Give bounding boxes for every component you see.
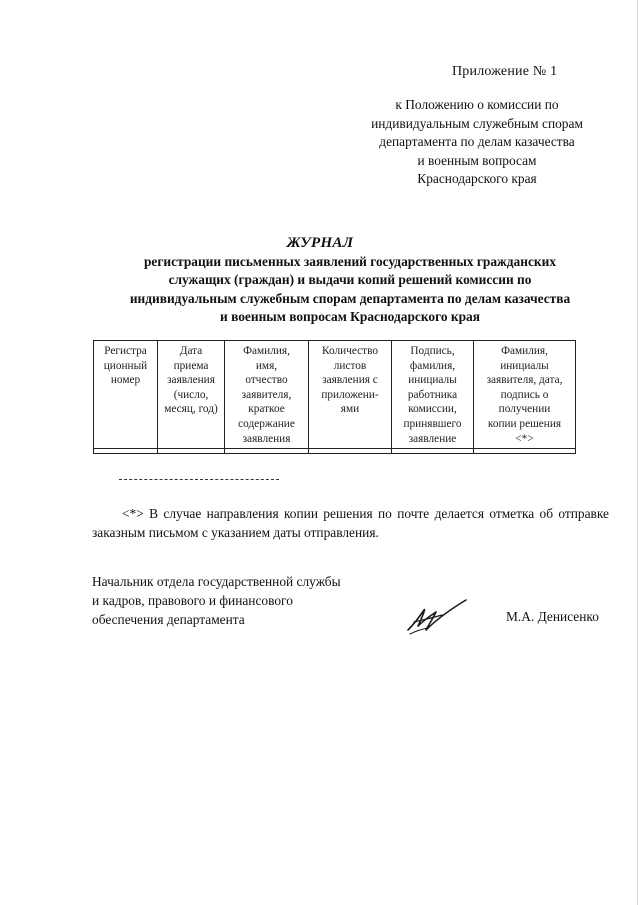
appendix-reference [352, 96, 602, 189]
footnote-separator [119, 479, 279, 480]
header-copy-receipt [474, 341, 576, 449]
header-registration-number [94, 341, 158, 449]
subtitle-line: и военным вопросам Краснодарского края [220, 308, 480, 324]
header-line: фамилия, [409, 359, 456, 372]
header-line: копии решения [487, 417, 562, 430]
signer-name: М.А. Денисенко [506, 609, 599, 624]
footnote-text: <*> В случае направления копии решения по почте делается отметка об отправке заказным письмом с указанием даты отправления. [92, 506, 609, 540]
header-line: отчество [245, 374, 288, 387]
header-line: Регистра [104, 345, 147, 357]
header-applicant-summary [225, 341, 309, 449]
journal-table [93, 340, 576, 454]
subtitle-line: индивидуальным служебным спорам департамента по делам казачества [129, 290, 571, 306]
subtitle-line: служащих (граждан) и выдачи копий решений комиссии по [168, 272, 532, 288]
table-row [94, 449, 576, 454]
signer-position-line: и кадров, правового и финансового [92, 593, 293, 608]
header-line: приема [173, 359, 209, 372]
appendix-reference-line: к Положению о комиссии по [395, 97, 559, 112]
header-line: подпись о [500, 388, 549, 401]
header-line: заявление [408, 432, 457, 445]
header-line: имя, [255, 359, 278, 372]
table-cell [158, 449, 225, 454]
document-title: ЖУРНАЛ [286, 235, 354, 251]
header-line: (число, [173, 388, 209, 401]
table-cell [309, 449, 392, 454]
header-line: заявителя, [241, 388, 292, 401]
header-receiver-signature [392, 341, 474, 449]
header-receipt-date [158, 341, 225, 449]
table-cell [94, 449, 158, 454]
document-subtitle [80, 253, 620, 326]
header-line: Дата [179, 345, 203, 357]
signer-position [92, 572, 412, 629]
header-line: инициалы [408, 374, 457, 387]
appendix-reference-line: и военным вопросам [417, 152, 537, 168]
table-cell [392, 449, 474, 454]
header-line: номер [110, 374, 141, 387]
header-line: комиссии, [408, 403, 457, 416]
header-line: принявшего [403, 417, 462, 430]
table-cell [225, 449, 309, 454]
header-line: заявления [167, 374, 215, 387]
header-line: листов [333, 359, 367, 372]
header-line: месяц, год) [164, 403, 218, 416]
appendix-reference-line: Краснодарского края [417, 171, 537, 186]
header-line: краткое [248, 403, 285, 416]
header-line: инициалы [500, 359, 549, 372]
subtitle-line: регистрации письменных заявлений государственных гражданских [143, 254, 557, 269]
header-line: Количество [322, 345, 378, 357]
header-line: заявления с [322, 374, 378, 387]
signer-position-line: обеспечения департамента [92, 612, 245, 627]
header-line: ционный [103, 359, 148, 372]
header-line: приложени- [321, 388, 379, 401]
header-line: Фамилия, [243, 345, 290, 357]
handwritten-signature [402, 596, 472, 638]
header-line: <*> [515, 432, 534, 445]
appendix-reference-line: индивидуальным служебным спорам [371, 115, 583, 131]
page-edge [637, 0, 638, 905]
header-line: Фамилия, [501, 345, 548, 357]
journal-header-row [94, 341, 576, 449]
header-sheet-count [309, 341, 392, 449]
header-line: получении [498, 403, 551, 416]
appendix-number: Приложение № 1 [452, 64, 558, 79]
header-line: заявления [242, 432, 291, 445]
header-line: работника [407, 388, 458, 401]
signer-position-line: Начальник отдела государственной службы [92, 574, 341, 589]
header-line: содержание [238, 417, 295, 430]
appendix-reference-line: департамента по делам казачества [379, 134, 575, 149]
table-cell [474, 449, 576, 454]
header-line: Подпись, [410, 345, 455, 357]
header-line: заявителя, дата, [486, 374, 563, 387]
header-line: ями [340, 403, 360, 416]
